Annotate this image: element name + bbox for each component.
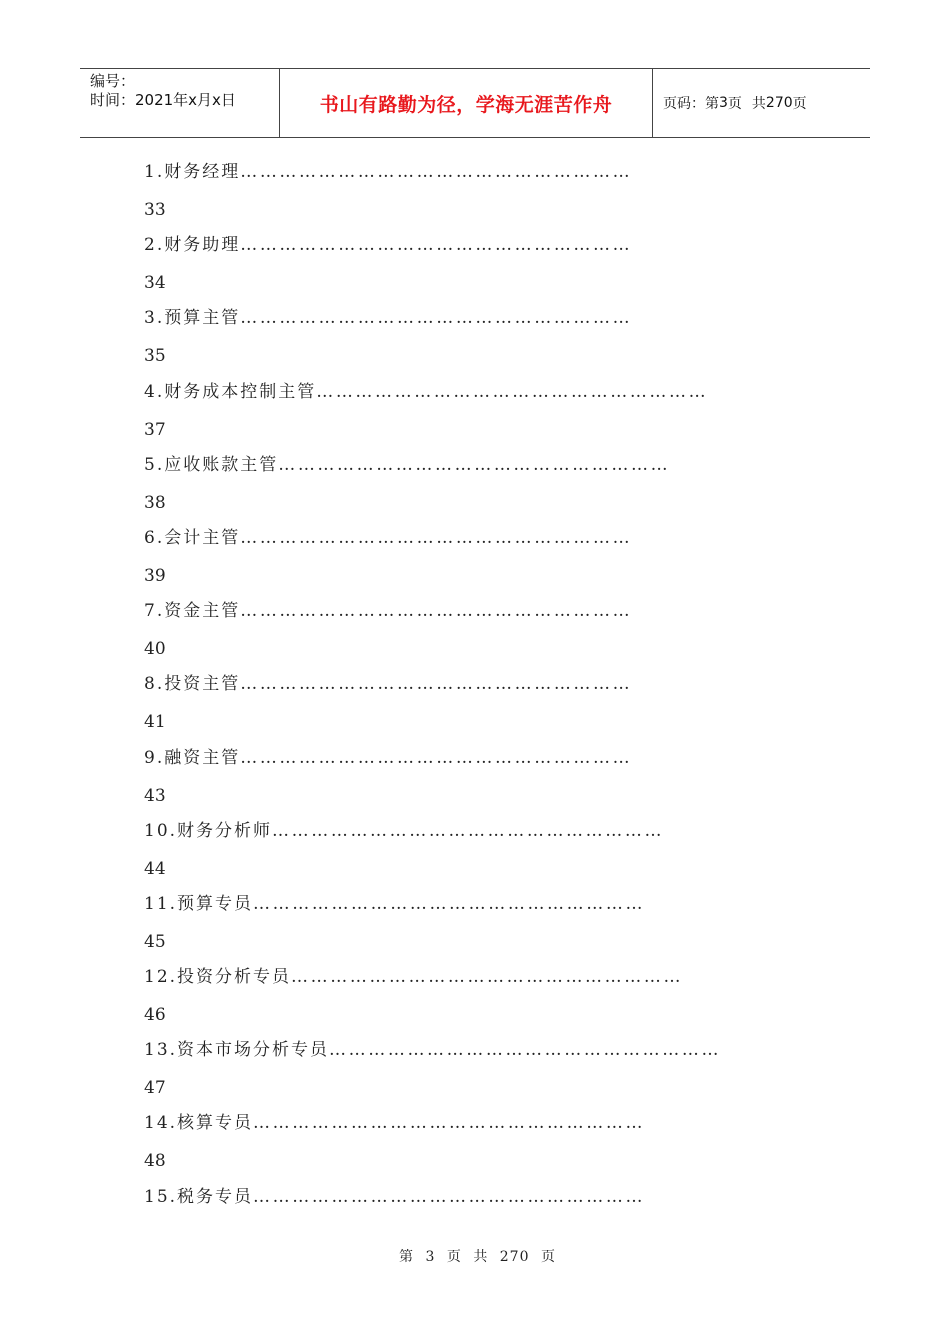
toc-leader-dots: …………………………………………………… bbox=[253, 893, 646, 914]
page-header bbox=[80, 68, 870, 138]
toc-page-number: 39 bbox=[144, 565, 166, 586]
header-motto: 书山有路勤为径，学海无涯苦作舟 bbox=[280, 69, 653, 137]
toc-label: 6.会计主管 bbox=[144, 527, 241, 548]
toc-item[interactable] bbox=[144, 453, 806, 526]
footer-suffix: 页 bbox=[540, 1249, 556, 1265]
toc-label: 9.融资主管 bbox=[144, 747, 241, 768]
toc-leader-dots: …………………………………………………… bbox=[240, 674, 633, 695]
toc-label: 7.资金主管 bbox=[144, 601, 241, 622]
toc-page-number: 34 bbox=[144, 273, 166, 294]
toc-leader-dots: …………………………………………………… bbox=[240, 527, 633, 548]
number-label: 编号： bbox=[90, 72, 136, 90]
page-current: 3 bbox=[719, 95, 728, 111]
toc-page-number: 37 bbox=[144, 419, 166, 440]
footer-total-prefix: 共 bbox=[473, 1249, 489, 1265]
table-of-contents bbox=[144, 160, 806, 1258]
toc-item[interactable] bbox=[144, 672, 806, 745]
toc-item[interactable] bbox=[144, 526, 806, 599]
toc-leader-dots: …………………………………………………… bbox=[240, 601, 633, 622]
toc-label: 11.预算专员 bbox=[144, 893, 254, 914]
toc-leader-dots: …………………………………………………… bbox=[291, 967, 684, 988]
toc-page-number: 41 bbox=[144, 712, 166, 733]
toc-leader-dots: …………………………………………………… bbox=[253, 1186, 646, 1207]
toc-label: 1.财务经理 bbox=[144, 162, 241, 182]
toc-item[interactable] bbox=[144, 160, 806, 233]
toc-leader-dots: …………………………………………………… bbox=[240, 747, 633, 768]
toc-item[interactable] bbox=[144, 746, 806, 819]
toc-label: 12.投资分析专员 bbox=[144, 967, 292, 988]
date-label: 时间：2021年x月x日 bbox=[90, 91, 236, 109]
toc-leader-dots: …………………………………………………… bbox=[316, 381, 709, 402]
page-mid: 页 bbox=[727, 96, 742, 112]
header-page-info bbox=[653, 69, 870, 137]
toc-item[interactable] bbox=[144, 233, 806, 306]
toc-item[interactable] bbox=[144, 965, 806, 1038]
toc-label: 3.预算主管 bbox=[144, 308, 241, 329]
toc-page-number: 40 bbox=[144, 639, 166, 660]
toc-leader-dots: …………………………………………………… bbox=[240, 235, 633, 256]
toc-label: 8.投资主管 bbox=[144, 674, 241, 695]
toc-label: 13.资本市场分析专员 bbox=[144, 1040, 330, 1061]
toc-item[interactable] bbox=[144, 306, 806, 379]
toc-page-number: 47 bbox=[144, 1078, 166, 1099]
toc-label: 15.税务专员 bbox=[144, 1186, 254, 1207]
toc-item[interactable] bbox=[144, 1111, 806, 1184]
toc-leader-dots: …………………………………………………… bbox=[240, 308, 633, 329]
footer-prefix: 第 bbox=[399, 1249, 415, 1265]
toc-page-number: 35 bbox=[144, 346, 166, 367]
footer-total: 270 bbox=[499, 1249, 530, 1265]
toc-leader-dots: …………………………………………………… bbox=[253, 1113, 646, 1134]
toc-leader-dots: …………………………………………………… bbox=[240, 162, 633, 182]
footer-mid: 页 bbox=[446, 1249, 462, 1265]
page-suffix: 页 bbox=[792, 96, 807, 112]
toc-page-number: 33 bbox=[144, 200, 166, 220]
toc-label: 5.应收账款主管 bbox=[144, 454, 279, 475]
toc-label: 10.财务分析师 bbox=[144, 820, 273, 841]
page-footer bbox=[0, 1246, 950, 1266]
toc-item[interactable] bbox=[144, 819, 806, 892]
toc-leader-dots: …………………………………………………… bbox=[329, 1040, 722, 1061]
toc-item[interactable] bbox=[144, 380, 806, 453]
toc-label: 2.财务助理 bbox=[144, 235, 241, 256]
toc-page-number: 38 bbox=[144, 492, 166, 513]
footer-current: 3 bbox=[425, 1249, 436, 1265]
toc-page-number: 48 bbox=[144, 1151, 166, 1172]
toc-page-number: 44 bbox=[144, 858, 166, 879]
toc-page-number: 43 bbox=[144, 785, 166, 806]
toc-item[interactable] bbox=[144, 892, 806, 965]
toc-page-number: 45 bbox=[144, 931, 166, 952]
toc-label: 4.财务成本控制主管 bbox=[144, 381, 317, 402]
toc-item[interactable] bbox=[144, 599, 806, 672]
toc-item[interactable] bbox=[144, 1038, 806, 1111]
toc-leader-dots: …………………………………………………… bbox=[278, 454, 671, 475]
toc-label: 14.核算专员 bbox=[144, 1113, 254, 1134]
page-prefix: 页码：第 bbox=[663, 96, 719, 112]
page-total-prefix: 共 bbox=[751, 96, 766, 112]
toc-page-number: 46 bbox=[144, 1005, 166, 1026]
toc-leader-dots: …………………………………………………… bbox=[272, 820, 665, 841]
header-meta bbox=[80, 69, 280, 137]
page-total: 270 bbox=[765, 95, 793, 111]
